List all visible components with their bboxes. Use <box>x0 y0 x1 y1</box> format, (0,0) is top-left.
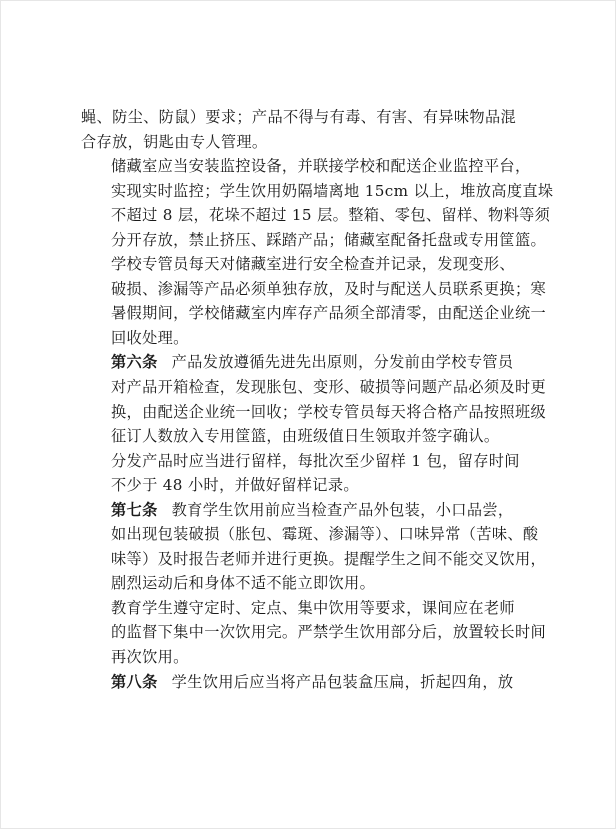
article-label: 第八条 <box>111 672 158 691</box>
line-text: 不少于 48 小时，并做好留样记录。 <box>111 476 359 495</box>
text-line <box>81 252 527 277</box>
text-line <box>81 130 527 155</box>
text-line <box>81 277 547 302</box>
line-text: 学校专管员每天对储藏室进行安全检查并记录，发现变形、 <box>111 255 515 274</box>
document-body <box>81 105 554 694</box>
line-text: 剧烈运动后和身体不适不能立即饮用。 <box>111 574 376 593</box>
line-text: 回收处理。 <box>111 328 189 347</box>
text-line <box>81 473 527 498</box>
paragraph <box>81 498 547 596</box>
line-text: 产品发放遵循先进先出原则，分发前由学校专管员 <box>171 353 514 372</box>
text-line <box>81 350 527 375</box>
text-line <box>81 203 551 228</box>
line-text: 的监督下集中一次饮用完。严禁学生饮用部分后，放置较长时间 <box>111 623 547 642</box>
text-line <box>81 105 527 130</box>
paragraph <box>81 449 527 498</box>
line-text: 破损、渗漏等产品必须单独存放，及时与配送人员联系更换；寒 <box>111 279 547 298</box>
line-text: 蝇、防尘、防鼠）要求；产品不得与有毒、有害、有异味物品混 <box>81 108 517 126</box>
line-text: 再次饮用。 <box>111 648 189 667</box>
text-line <box>81 326 527 351</box>
text-line <box>81 375 547 400</box>
paragraph <box>81 154 554 252</box>
line-text: 实现实时监控；学生饮用奶隔墙离地 15cm 以上，堆放高度直垛 <box>111 181 554 200</box>
text-line <box>81 424 527 449</box>
paragraph <box>81 252 547 350</box>
text-line <box>81 670 527 695</box>
text-line <box>81 498 527 523</box>
paragraph <box>81 596 547 670</box>
paragraph <box>81 670 527 695</box>
text-line <box>81 547 547 572</box>
article-label: 第六条 <box>111 353 158 372</box>
text-line <box>81 620 547 645</box>
line-text: 学生饮用后应当将产品包装盒压扁，折起四角，放 <box>171 672 514 691</box>
line-text: 合存放，钥匙由专人管理。 <box>81 132 268 151</box>
line-text: 教育学生饮用前应当检查产品外包装，小口品尝， <box>171 500 514 519</box>
line-text: 暑假期间，学校储藏室内库存产品须全部清零，由配送企业统一 <box>111 304 547 323</box>
line-text: 分开存放，禁止挤压、踩踏产品；储藏室配备托盘或专用筐篮。 <box>111 230 547 249</box>
paragraph <box>81 105 527 154</box>
line-text: 味等）及时报告老师并进行更换。提醒学生之间不能交叉饮用， <box>111 549 547 568</box>
line-text: 不超过 8 层，花垛不超过 15 层。整箱、零包、留样、物料等须 <box>111 206 551 225</box>
text-line <box>81 645 527 670</box>
line-text: 教育学生遵守定时、定点、集中饮用等要求，课间应在老师 <box>111 598 515 617</box>
line-text: 如出现包装破损（胀包、霉斑、渗漏等）、口味异常（苦味、酸 <box>111 525 539 544</box>
text-line <box>81 154 531 179</box>
line-text: 分发产品时应当进行留样，每批次至少留样 1 包，留存时间 <box>111 451 520 470</box>
line-text: 征订人数放入专用筐篮，由班级值日生领取并签字确认。 <box>111 427 500 446</box>
text-line <box>81 228 547 253</box>
article-label: 第七条 <box>111 500 158 519</box>
text-line <box>81 301 547 326</box>
text-line <box>81 449 527 474</box>
line-text: 对产品开箱检查，发现胀包、变形、破损等问题产品必须及时更 <box>111 378 547 397</box>
paragraph <box>81 350 547 448</box>
text-line <box>81 400 547 425</box>
line-text: 换，由配送企业统一回收；学校专管员每天将合格产品按照班级 <box>111 402 547 421</box>
text-line <box>81 179 554 204</box>
text-line <box>81 596 527 621</box>
text-line <box>81 522 539 547</box>
text-line <box>81 571 527 596</box>
line-text: 储藏室应当安装监控设备，并联接学校和配送企业监控平台， <box>111 157 531 176</box>
